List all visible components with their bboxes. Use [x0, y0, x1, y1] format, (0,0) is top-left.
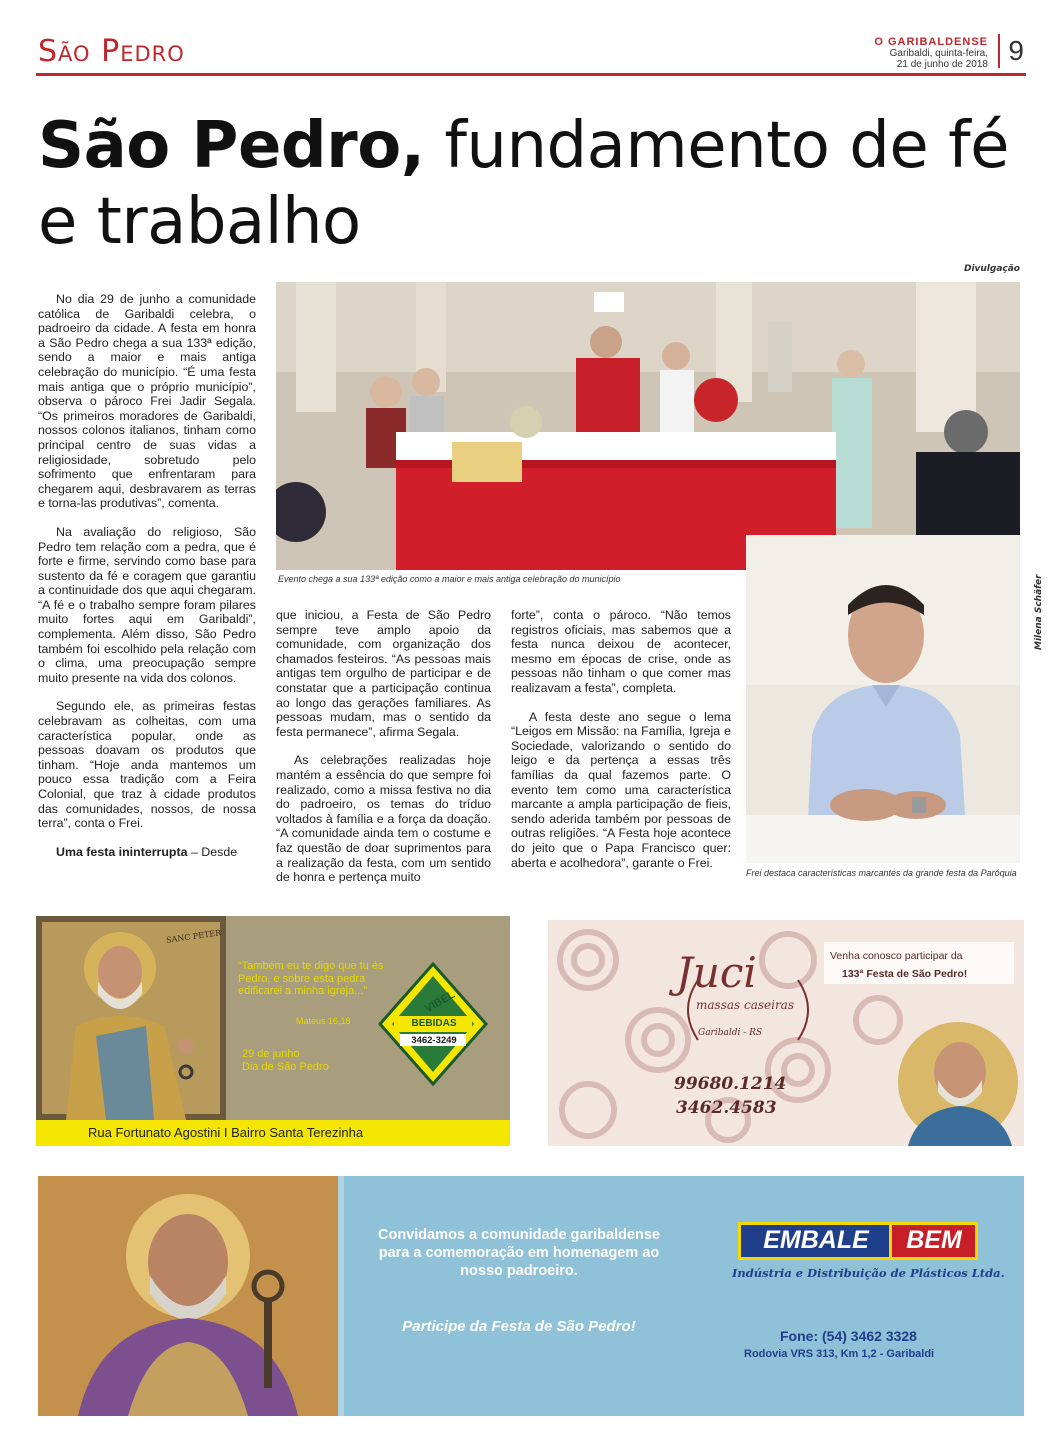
- subhead: Uma festa ininterrupta: [56, 844, 188, 859]
- article-column-2: [276, 608, 491, 899]
- page-number: 9: [998, 34, 1024, 68]
- portrait-photo: [746, 535, 1020, 863]
- subhead-paragraph: [38, 845, 256, 860]
- juci-invite-line1: Venha conosco participar da: [830, 950, 963, 962]
- paragraph: forte”, conta o pároco. “Não temos registros oficiais, mas sabemos que a festa nunca deixou de acontecer, mesmo em épocas de crise, onde as pessoas não tinham o que comer mas realizavam a festa”, completa.: [511, 608, 731, 695]
- vibel-quote: “Também eu te digo que tu és Pedro, e sobre esta pedra edificarei a minha igreja...”: [238, 960, 384, 997]
- embale-participe: Participe da Festa de São Pedro!: [402, 1318, 636, 1335]
- icon-label: SANC PETER: [165, 928, 222, 945]
- embale-logo-left: EMBALE: [763, 1226, 869, 1254]
- vibel-date: 29 de junho: [242, 1048, 300, 1060]
- embale-logo-right: BEM: [906, 1226, 962, 1254]
- vibel-address: Rua Fortunato Agostini I Bairro Santa Terezinha: [88, 1125, 364, 1140]
- mosaic-saint-icon: [38, 1176, 1024, 1416]
- embale-tagline: Indústria e Distribuição de Plásticos Ltda.: [732, 1266, 1005, 1280]
- portrait-caption: Frei destaca características marcantes da grande festa da Paróquia: [746, 868, 1017, 878]
- embale-logo: [738, 1222, 978, 1260]
- ad-vibel: [36, 916, 510, 1146]
- ad-juci: [548, 920, 1024, 1146]
- juci-brand: Juci: [676, 948, 757, 997]
- headline: [38, 108, 1018, 260]
- photo-credit-top: Divulgação: [963, 264, 1020, 274]
- paragraph: Na avaliação do religioso, São Pedro tem relação com a pedra, que é forte e firme, servindo como base para sustento da fé e coragem que garantiu a continuidade dos que aqui chegaram. “A fé e o trabalho sempre foram pilares muito fortes aqui em Garibaldi”, complementa. Além disso, São Pedro também foi escolhido pela relação com o clima, uma preocupação sempre muito presente na vida dos colonos.: [38, 524, 256, 685]
- vibel-date-label: Dia de São Pedro: [242, 1061, 329, 1073]
- subhead-continuation: – Desde: [187, 844, 238, 859]
- main-photo: [276, 282, 1020, 570]
- embale-invite: Convidamos a comunidade garibaldense para a comemoração em homenagem ao nosso padroeiro.: [377, 1227, 660, 1279]
- juci-invite-line2: 133ª Festa de São Pedro!: [842, 968, 968, 980]
- newspaper-name: O GARIBALDENSE: [874, 36, 988, 48]
- juci-subtitle: massas caseiras: [696, 998, 794, 1012]
- photo-credit-portrait: Milena Schäfer: [1034, 574, 1044, 650]
- vibel-badge-bebidas: BEBIDAS: [411, 1018, 457, 1029]
- main-photo-caption: Evento chega a sua 133ª edição como a maior e mais antiga celebração do município: [278, 574, 621, 584]
- embale-phone: Fone: (54) 3462 3328: [780, 1328, 917, 1344]
- article-column-1: [38, 292, 256, 873]
- paragraph: que iniciou, a Festa de São Pedro sempre teve amplo apoio da comunidade, com organização dos chamados festeiros. “As pessoas mais antigas tem orgulho de participar e de constatar que a participação continua ao longo das gerações familiares. As pessoas mudam, mas o sentido da festa permanece”, afirma Segala.: [276, 608, 491, 739]
- masthead: [874, 36, 988, 70]
- paragraph: Segundo ele, as primeiras festas celebravam as colheitas, com uma característica popular, onde as pessoas doavam os produtos que tinham. “Hoje anda mantemos um pouco essa tradição com a Feira Colonial, que traz à cidade produtos das comunidades, nossos, de nossa terra”, conta o Frei.: [38, 699, 256, 831]
- dateline-2: 21 de junho de 2018: [896, 59, 988, 70]
- header-rule: [36, 73, 1026, 76]
- embale-address: Rodovia VRS 313, Km 1,2 - Garibaldi: [744, 1348, 935, 1360]
- juci-phone-2: 3462.4583: [676, 1098, 777, 1118]
- mass-scene-illustration: [276, 282, 1020, 570]
- juci-phone-1: 99680.1214: [674, 1074, 787, 1094]
- portrait-illustration: [746, 535, 1020, 863]
- dateline-1: Garibaldi, quinta-feira,: [889, 48, 988, 59]
- juci-city: Garibaldi - RS: [698, 1028, 763, 1038]
- headline-rest: fundamento de fé e trabalho: [38, 109, 1009, 259]
- article-column-3: [511, 608, 731, 884]
- paragraph: No dia 29 de junho a comunidade católica de Garibaldi celebra, o padroeiro da cidade. A festa em honra a São Pedro chega a sua 133ª edição, sendo a maior e mais antiga celebração do município. “É uma festa mais antiga que o próprio município”, observa o pároco Frei Jadir Segala. “Os primeiros moradores de Garibaldi, nossos colonos italianos, tinham como principal centro de suas vidas a religiosidade, sobretudo pelo sofrimento que enfrentaram para chegarem aqui, desbravarem as terras e torna-las produtivas”, comenta.: [38, 292, 256, 511]
- paragraph: As celebrações realizadas hoje mantém a essência do que sempre foi realizado, como a missa festiva no dia do padroeiro, os temas do tríduo voltados à família e a força da doação. “A comunidade ainda tem o costume e faz questão de doar suprimentos para a realização da festa, com um sentido de honra e pertença muito: [276, 753, 491, 885]
- ad-embale-bem: [38, 1176, 1024, 1416]
- vibel-quote-source: Mateus 16,18: [296, 1016, 351, 1026]
- headline-bold: São Pedro,: [38, 109, 425, 183]
- paragraph: A festa deste ano segue o lema “Leigos em Missão: na Família, Igreja e Sociedade, valorizando o sentido do leigo e da pertença a essas três famílias da qual fazemos parte. O evento tem como uma característica marcante a ampla participação de fieis, sendo aderida também por pessoas de outras religiões. “A Festa hoje acontece do jeito que o Papa Francisco quer: aberta e acolhedora”, garante o Frei.: [511, 709, 731, 870]
- vibel-badge-name: VIBEL: [422, 988, 458, 1016]
- section-title: São Pedro: [38, 34, 185, 69]
- vibel-badge-phone: 3462-3249: [411, 1035, 457, 1046]
